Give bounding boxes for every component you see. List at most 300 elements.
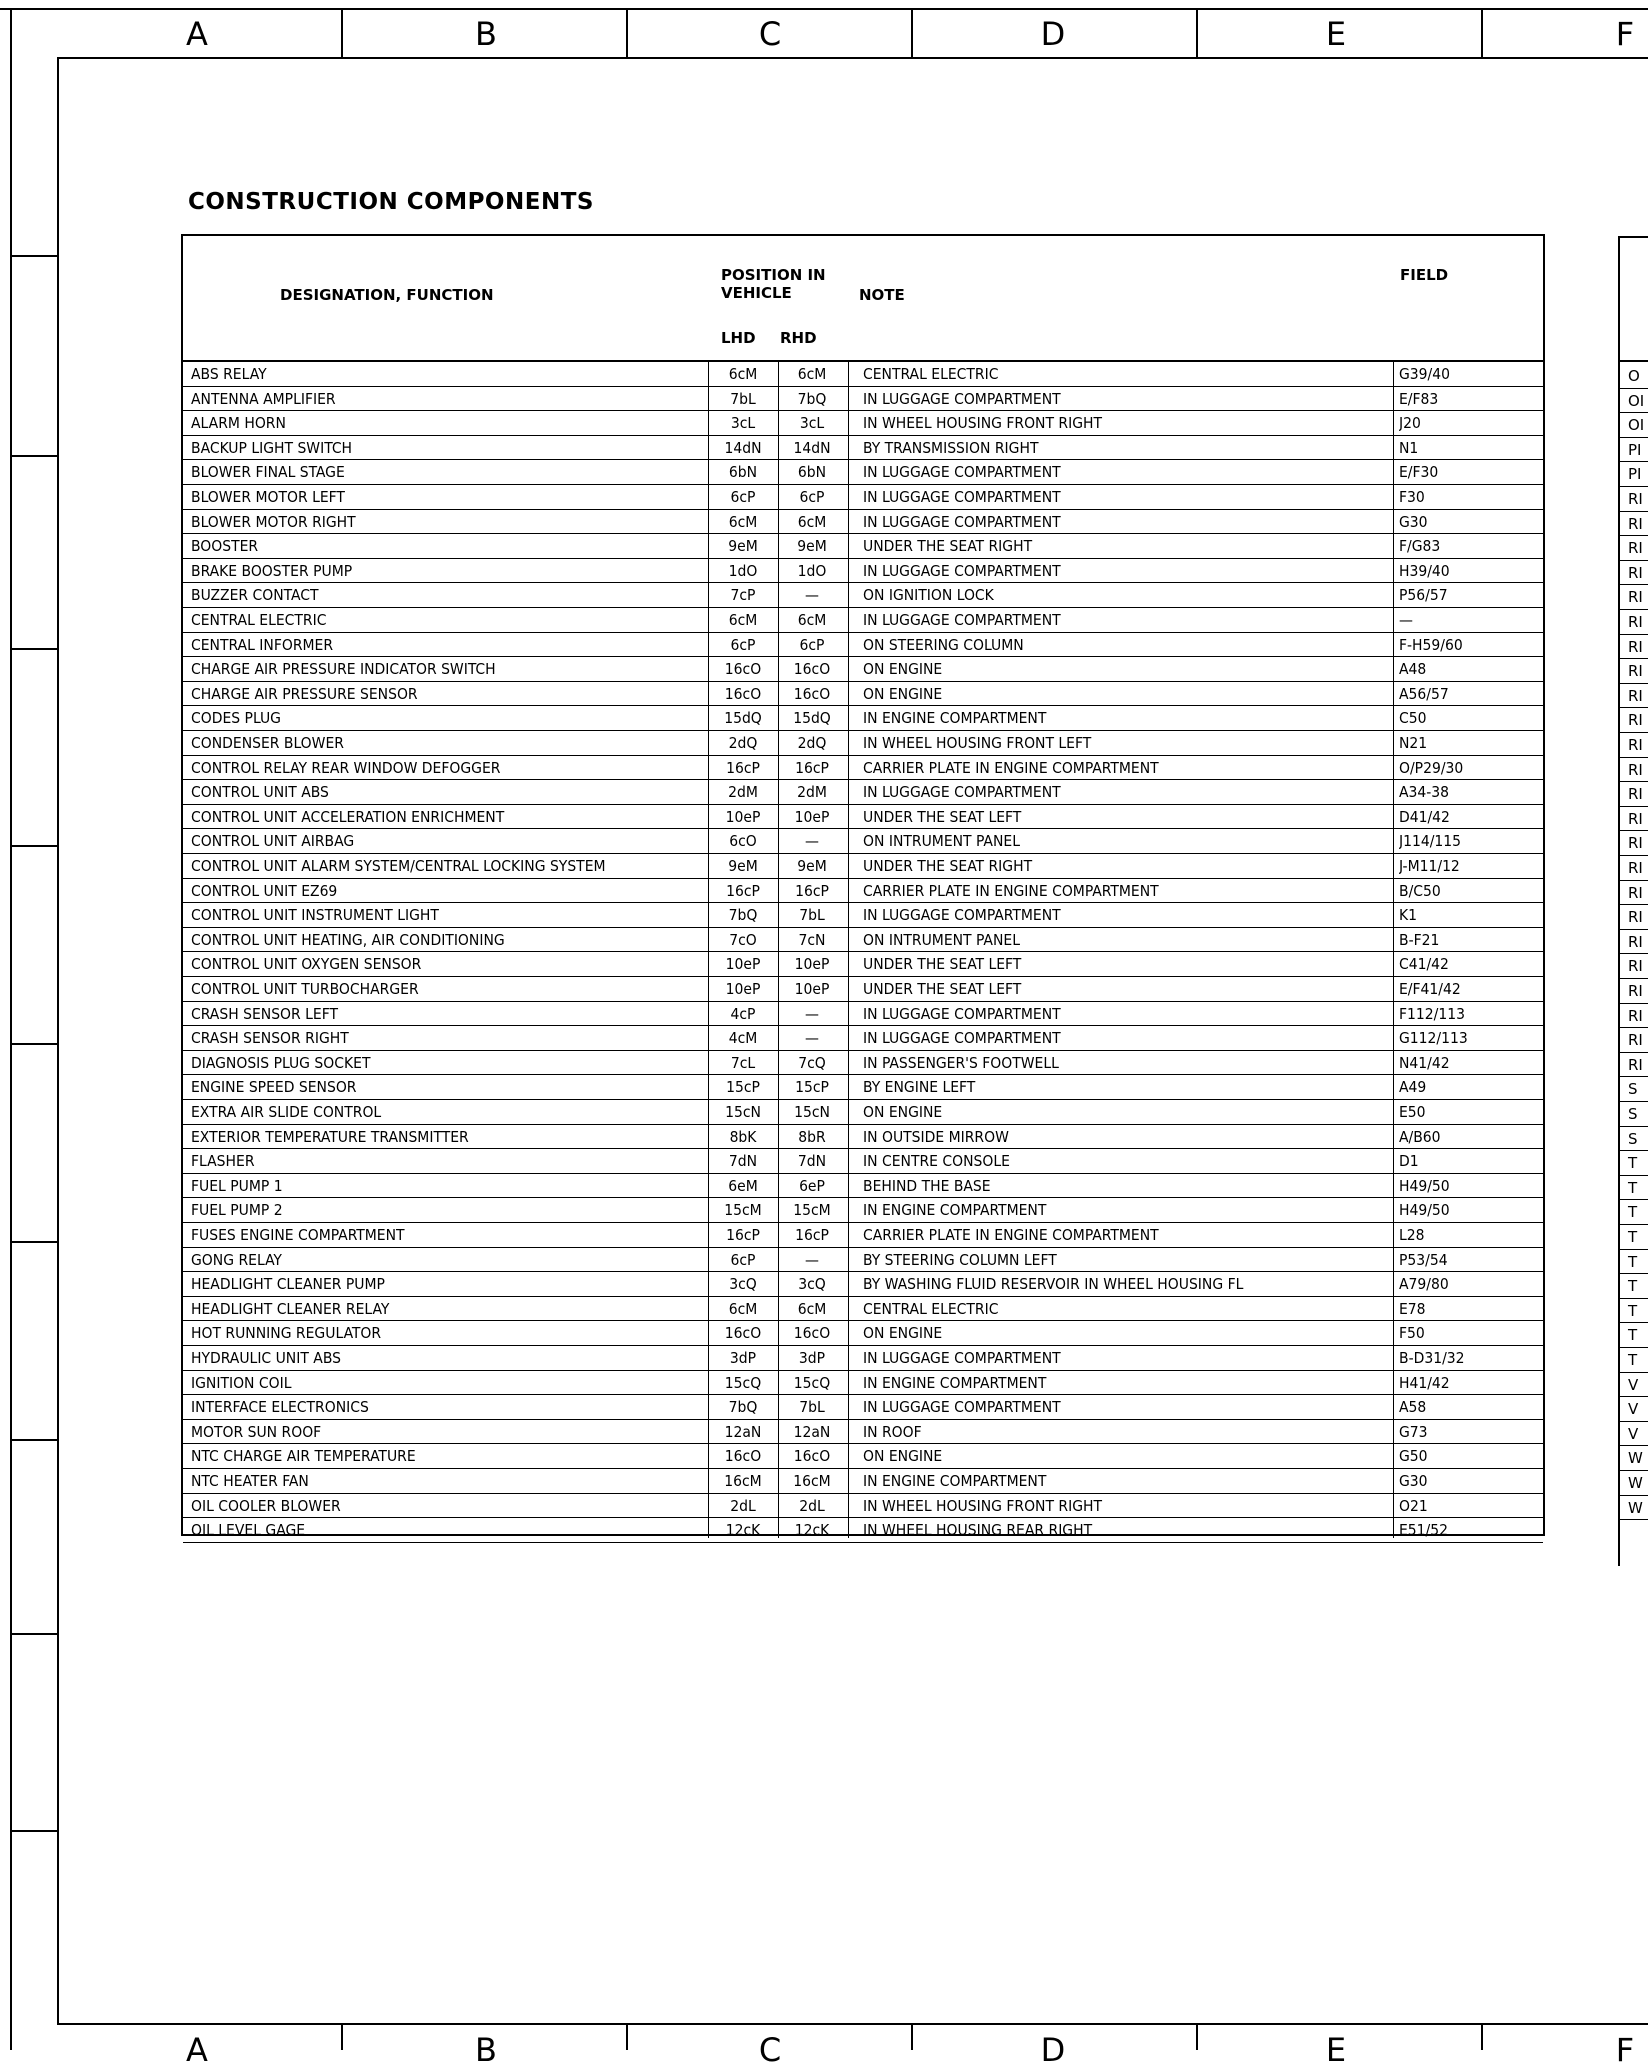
cell-lhd: 16cO <box>724 1447 762 1466</box>
margin-tick <box>10 648 57 650</box>
header-lhd: LHD <box>721 329 756 347</box>
table-row <box>183 1371 1543 1396</box>
table-row <box>183 460 1543 485</box>
cell-lhd: 16cP <box>726 758 760 777</box>
column-letter-bottom: E <box>1325 2031 1347 2069</box>
cell-field: E50 <box>1399 1103 1426 1121</box>
cell-field: P53/54 <box>1399 1250 1448 1269</box>
cell-note: IN LUGGAGE COMPARTMENT <box>863 463 1061 482</box>
cell-rhd: 10eP <box>794 955 830 974</box>
cell-rhd: 16cP <box>795 881 829 900</box>
cell-designation: EXTERIOR TEMPERATURE TRANSMITTER <box>191 1127 469 1146</box>
cell-designation: CRASH SENSOR RIGHT <box>191 1029 349 1048</box>
cell-lhd: 7dN <box>728 1152 758 1171</box>
cell-note: IN ENGINE COMPARTMENT <box>863 1472 1047 1490</box>
cell-rhd: — <box>805 1029 819 1048</box>
margin-tick <box>10 1043 57 1045</box>
cell-lhd: 3dP <box>729 1349 757 1367</box>
table-row <box>183 1297 1543 1322</box>
cell-designation: CONTROL RELAY REAR WINDOW DEFOGGER <box>191 758 501 777</box>
cell-designation: BLOWER FINAL STAGE <box>191 463 345 482</box>
cell-note: UNDER THE SEAT LEFT <box>863 980 1022 998</box>
cell-note: IN LUGGAGE COMPARTMENT <box>863 561 1061 580</box>
cell-rhd: 7cN <box>798 930 826 949</box>
cell-note: IN ENGINE COMPARTMENT <box>863 1373 1047 1392</box>
column-divider-bottom <box>911 2025 913 2050</box>
cell-note: BY TRANSMISSION RIGHT <box>863 438 1039 457</box>
cell-note: ON ENGINE <box>863 1324 943 1343</box>
cell-designation: BLOWER MOTOR LEFT <box>191 488 345 506</box>
cell-note: IN ENGINE COMPARTMENT <box>863 709 1047 728</box>
cell-lhd: 6cP <box>730 488 756 506</box>
table-row <box>183 362 1543 387</box>
cell-lhd: 16cP <box>726 1226 760 1244</box>
cell-lhd: 4cM <box>728 1029 758 1048</box>
table-row <box>183 1248 1543 1273</box>
table-row <box>183 854 1543 879</box>
cell-field: E/F83 <box>1399 389 1439 408</box>
cell-rhd: 2dM <box>797 783 827 802</box>
margin-tick <box>10 1633 57 1635</box>
frame-top-inner-line <box>57 57 1648 59</box>
cell-note: IN LUGGAGE COMPARTMENT <box>863 1029 1061 1048</box>
cell-rhd: 6eP <box>799 1176 825 1195</box>
cell-rhd: 9eM <box>797 857 827 875</box>
column-divider <box>626 10 628 57</box>
cell-rhd: 16cO <box>793 660 831 679</box>
cell-note: UNDER THE SEAT LEFT <box>863 807 1022 826</box>
column-letter-top: A <box>186 15 208 53</box>
cell-note: ON ENGINE <box>863 1103 943 1121</box>
cell-designation: BRAKE BOOSTER PUMP <box>191 561 353 580</box>
cell-lhd: 15cP <box>726 1078 760 1097</box>
cell-rhd: 3cQ <box>798 1275 826 1294</box>
cell-designation: INTERFACE ELECTRONICS <box>191 1398 369 1417</box>
cell-lhd: 14dN <box>724 438 762 457</box>
stub-cell: RI <box>1628 982 1643 1000</box>
cell-rhd: 6cM <box>797 611 827 629</box>
cell-lhd: 6cM <box>728 1299 758 1318</box>
stub-cell: RI <box>1628 760 1643 779</box>
next-page-table-stub <box>1618 236 1648 1566</box>
cell-note: UNDER THE SEAT LEFT <box>863 955 1022 974</box>
table-column-line <box>708 360 709 1538</box>
cell-field: J-M11/12 <box>1399 857 1460 875</box>
cell-note: ON IGNITION LOCK <box>863 586 994 605</box>
cell-field: P56/57 <box>1399 586 1448 605</box>
column-divider <box>911 10 913 57</box>
stub-cell: T <box>1628 1277 1638 1296</box>
margin-tick <box>10 845 57 847</box>
cell-designation: BACKUP LIGHT SWITCH <box>191 438 353 457</box>
table-row <box>183 805 1543 830</box>
cell-rhd: 6cM <box>797 365 827 383</box>
cell-rhd: 12aN <box>793 1422 831 1441</box>
cell-field: N1 <box>1399 438 1419 457</box>
stub-cell: W <box>1628 1449 1643 1468</box>
cell-note: IN WHEEL HOUSING REAR RIGHT <box>863 1521 1093 1540</box>
column-divider <box>341 10 343 57</box>
cell-designation: CENTRAL ELECTRIC <box>191 611 327 629</box>
column-letter-top: F <box>1615 15 1635 53</box>
table-row <box>183 928 1543 953</box>
cell-field: A58 <box>1399 1398 1427 1417</box>
cell-rhd: 14dN <box>793 438 831 457</box>
stub-cell: RI <box>1628 883 1643 902</box>
header-position: POSITION IN VEHICLE <box>721 266 826 302</box>
cell-rhd: 10eP <box>794 980 830 998</box>
cell-rhd: 7dN <box>797 1152 827 1171</box>
cell-field: A48 <box>1399 660 1427 679</box>
cell-lhd: 7bL <box>730 389 756 408</box>
cell-lhd: 2dQ <box>728 734 758 752</box>
cell-designation: ALARM HORN <box>191 414 286 433</box>
cell-rhd: 3cL <box>799 414 825 433</box>
cell-designation: OIL LEVEL GAGE <box>191 1521 306 1540</box>
table-row <box>183 1075 1543 1100</box>
cell-field: H49/50 <box>1399 1201 1450 1220</box>
cell-rhd: 6cP <box>799 488 825 506</box>
cell-rhd: 15cQ <box>793 1373 831 1392</box>
cell-rhd: 7cQ <box>798 1053 826 1072</box>
table-row <box>183 731 1543 756</box>
stub-cell: O <box>1628 367 1640 385</box>
components-table <box>181 234 1545 1540</box>
cell-note: IN WHEEL HOUSING FRONT RIGHT <box>863 414 1103 433</box>
cell-rhd: 10eP <box>794 807 830 826</box>
cell-designation: EXTRA AIR SLIDE CONTROL <box>191 1103 382 1121</box>
cell-rhd: 15dQ <box>793 709 831 728</box>
cell-designation: FUEL PUMP 1 <box>191 1176 283 1195</box>
stub-cell: W <box>1628 1474 1643 1492</box>
cell-field: H39/40 <box>1399 561 1450 580</box>
cell-lhd: 9eM <box>728 857 758 875</box>
margin-tick <box>10 1439 57 1441</box>
cell-note: IN LUGGAGE COMPARTMENT <box>863 1004 1061 1023</box>
cell-lhd: 7bQ <box>728 1398 758 1417</box>
cell-designation: CONTROL UNIT HEATING, AIR CONDITIONING <box>191 930 505 949</box>
cell-designation: BLOWER MOTOR RIGHT <box>191 512 356 531</box>
table-row <box>183 1125 1543 1150</box>
cell-rhd: 6bN <box>797 463 827 482</box>
stub-cell: RI <box>1628 1055 1643 1074</box>
cell-lhd: 10eP <box>725 980 761 998</box>
stub-cell: T <box>1628 1203 1638 1222</box>
cell-lhd: 12cK <box>725 1521 761 1540</box>
stub-row-line <box>1620 1519 1648 1520</box>
table-row <box>183 436 1543 461</box>
cell-rhd: 7bL <box>799 1398 825 1417</box>
table-row <box>183 952 1543 977</box>
table-row <box>183 829 1543 854</box>
table-row <box>183 879 1543 904</box>
cell-lhd: 6cO <box>729 832 757 851</box>
cell-designation: CENTRAL INFORMER <box>191 635 334 654</box>
cell-lhd: 7bQ <box>728 906 758 925</box>
cell-note: IN LUGGAGE COMPARTMENT <box>863 1349 1061 1367</box>
column-divider-bottom <box>626 2025 628 2050</box>
cell-lhd: 8bK <box>729 1127 757 1146</box>
cell-designation: NTC CHARGE AIR TEMPERATURE <box>191 1447 416 1466</box>
column-divider-bottom <box>1196 2025 1198 2050</box>
cell-designation: IGNITION COIL <box>191 1373 292 1392</box>
cell-rhd: 15cP <box>795 1078 829 1097</box>
margin-tick <box>10 1241 57 1243</box>
stub-cell: RI <box>1628 859 1643 877</box>
cell-note: BY WASHING FLUID RESERVOIR IN WHEEL HOUSING FL <box>863 1275 1244 1294</box>
table-row <box>183 1469 1543 1494</box>
cell-designation: ABS RELAY <box>191 365 267 383</box>
table-row <box>183 1518 1543 1543</box>
stub-cell: T <box>1628 1178 1638 1197</box>
cell-note: ON INTRUMENT PANEL <box>863 832 1020 851</box>
stub-cell: T <box>1628 1154 1638 1173</box>
table-row <box>183 1420 1543 1445</box>
cell-field: A56/57 <box>1399 684 1449 703</box>
table-row <box>183 1198 1543 1223</box>
cell-lhd: 6eM <box>728 1176 758 1195</box>
cell-lhd: 4cP <box>730 1004 756 1023</box>
table-row <box>183 1346 1543 1371</box>
stub-cell: RI <box>1628 563 1643 582</box>
column-divider-bottom <box>1481 2025 1483 2050</box>
cell-rhd: 6cM <box>797 512 827 531</box>
cell-designation: CONTROL UNIT OXYGEN SENSOR <box>191 955 422 974</box>
cell-field: K1 <box>1399 906 1418 925</box>
table-row <box>183 534 1543 559</box>
column-letter-top: B <box>475 15 497 53</box>
cell-designation: OIL COOLER BLOWER <box>191 1496 341 1515</box>
cell-designation: CRASH SENSOR LEFT <box>191 1004 338 1023</box>
cell-lhd: 1dO <box>728 561 758 580</box>
cell-note: ON ENGINE <box>863 660 943 679</box>
cell-designation: NTC HEATER FAN <box>191 1472 309 1490</box>
header-field: FIELD <box>1400 266 1449 284</box>
cell-designation: CONTROL UNIT ALARM SYSTEM/CENTRAL LOCKING SYSTEM <box>191 857 606 875</box>
stub-cell: V <box>1628 1400 1639 1419</box>
cell-designation: FLASHER <box>191 1152 255 1171</box>
cell-designation: ANTENNA AMPLIFIER <box>191 389 336 408</box>
cell-rhd: 2dQ <box>797 734 827 752</box>
stub-cell: RI <box>1628 662 1643 681</box>
cell-note: CARRIER PLATE IN ENGINE COMPARTMENT <box>863 758 1159 777</box>
cell-field: E51/52 <box>1399 1521 1448 1540</box>
cell-note: IN LUGGAGE COMPARTMENT <box>863 512 1061 531</box>
cell-field: D1 <box>1399 1152 1419 1171</box>
table-row <box>183 780 1543 805</box>
stub-cell: T <box>1628 1228 1638 1246</box>
cell-rhd: 12cK <box>794 1521 830 1540</box>
stub-cell: W <box>1628 1498 1643 1517</box>
stub-cell: T <box>1628 1351 1638 1369</box>
table-row <box>183 657 1543 682</box>
cell-note: IN OUTSIDE MIRROW <box>863 1127 1009 1146</box>
cell-designation: HOT RUNNING REGULATOR <box>191 1324 382 1343</box>
cell-rhd: 3dP <box>798 1349 826 1367</box>
cell-lhd: 3cQ <box>729 1275 757 1294</box>
stub-cell: RI <box>1628 736 1643 754</box>
column-divider <box>1481 10 1483 57</box>
cell-field: F30 <box>1399 488 1425 506</box>
cell-note: BY ENGINE LEFT <box>863 1078 976 1097</box>
cell-note: ON ENGINE <box>863 1447 943 1466</box>
stub-cell: RI <box>1628 1006 1643 1025</box>
cell-rhd: 2dL <box>799 1496 825 1515</box>
stub-cell: RI <box>1628 711 1643 730</box>
stub-cell: RI <box>1628 686 1643 705</box>
cell-field: H41/42 <box>1399 1373 1450 1392</box>
table-row <box>183 903 1543 928</box>
cell-designation: BUZZER CONTACT <box>191 586 319 605</box>
cell-note: IN PASSENGER'S FOOTWELL <box>863 1053 1059 1072</box>
table-row <box>183 682 1543 707</box>
cell-designation: CODES PLUG <box>191 709 281 728</box>
stub-cell: T <box>1628 1301 1638 1320</box>
cell-lhd: 2dM <box>728 783 758 802</box>
table-column-line <box>848 360 849 1538</box>
column-letter-top: D <box>1040 15 1066 53</box>
cell-designation: HYDRAULIC UNIT ABS <box>191 1349 341 1367</box>
cell-note: IN CENTRE CONSOLE <box>863 1152 1010 1171</box>
header-rhd: RHD <box>780 329 817 347</box>
stub-cell: OI <box>1628 391 1645 410</box>
table-row <box>183 1223 1543 1248</box>
cell-field: B-D31/32 <box>1399 1349 1465 1367</box>
cell-rhd: 16cO <box>793 1447 831 1466</box>
cell-lhd: 6cM <box>728 512 758 531</box>
header-note: NOTE <box>859 286 905 304</box>
cell-note: IN LUGGAGE COMPARTMENT <box>863 488 1061 506</box>
table-row <box>183 608 1543 633</box>
cell-note: IN WHEEL HOUSING FRONT RIGHT <box>863 1496 1103 1515</box>
cell-field: E78 <box>1399 1299 1426 1318</box>
cell-field: A79/80 <box>1399 1275 1449 1294</box>
cell-note: BEHIND THE BASE <box>863 1176 991 1195</box>
cell-lhd: 15dQ <box>724 709 762 728</box>
table-row <box>183 1100 1543 1125</box>
table-column-line <box>1393 360 1394 1538</box>
table-row <box>183 1149 1543 1174</box>
cell-lhd: 3cL <box>730 414 756 433</box>
table-row <box>183 387 1543 412</box>
cell-rhd: 6cP <box>799 635 825 654</box>
cell-note: ON STEERING COLUMN <box>863 635 1024 654</box>
stub-cell: RI <box>1628 539 1643 558</box>
table-row <box>183 411 1543 436</box>
cell-rhd: 8bR <box>798 1127 826 1146</box>
table-row <box>183 977 1543 1002</box>
cell-note: IN LUGGAGE COMPARTMENT <box>863 906 1061 925</box>
cell-field: C41/42 <box>1399 955 1449 974</box>
stub-cell: S <box>1628 1129 1638 1148</box>
cell-rhd: 16cM <box>793 1472 831 1490</box>
table-row <box>183 1174 1543 1199</box>
cell-rhd: 6cM <box>797 1299 827 1318</box>
cell-designation: HEADLIGHT CLEANER RELAY <box>191 1299 390 1318</box>
cell-field: C50 <box>1399 709 1427 728</box>
stub-cell: RI <box>1628 490 1643 508</box>
cell-designation: DIAGNOSIS PLUG SOCKET <box>191 1053 371 1072</box>
cell-lhd: 7cP <box>730 586 756 605</box>
cell-field: G30 <box>1399 1472 1428 1490</box>
table-row <box>183 1494 1543 1519</box>
cell-field: J20 <box>1399 414 1421 433</box>
stub-cell: T <box>1628 1326 1638 1345</box>
frame-bottom-inner-line <box>57 2023 1648 2025</box>
cell-note: CARRIER PLATE IN ENGINE COMPARTMENT <box>863 1226 1159 1244</box>
cell-note: IN ENGINE COMPARTMENT <box>863 1201 1047 1220</box>
column-letter-bottom: B <box>475 2031 497 2069</box>
stub-header-line <box>1620 360 1648 362</box>
stub-cell: PI <box>1628 465 1642 484</box>
margin-tick <box>10 255 57 257</box>
cell-note: UNDER THE SEAT RIGHT <box>863 857 1033 875</box>
cell-designation: CONTROL UNIT INSTRUMENT LIGHT <box>191 906 439 925</box>
cell-field: A/B60 <box>1399 1127 1441 1146</box>
table-row <box>183 1321 1543 1346</box>
cell-note: IN ROOF <box>863 1422 922 1441</box>
cell-rhd: 16cP <box>795 758 829 777</box>
cell-field: O/P29/30 <box>1399 758 1464 777</box>
column-letter-top: C <box>758 15 782 53</box>
stub-cell: V <box>1628 1375 1639 1394</box>
cell-lhd: 15cQ <box>724 1373 762 1392</box>
cell-note: CENTRAL ELECTRIC <box>863 365 999 383</box>
cell-note: IN LUGGAGE COMPARTMENT <box>863 389 1061 408</box>
cell-designation: MOTOR SUN ROOF <box>191 1422 322 1441</box>
cell-lhd: 10eP <box>725 955 761 974</box>
cell-designation: CHARGE AIR PRESSURE SENSOR <box>191 684 418 703</box>
cell-designation: GONG RELAY <box>191 1250 282 1269</box>
cell-rhd: 1dO <box>797 561 827 580</box>
cell-rhd: — <box>805 1250 819 1269</box>
cell-field: E/F41/42 <box>1399 980 1461 998</box>
cell-note: ON ENGINE <box>863 684 943 703</box>
frame-left-inner-line <box>57 57 59 2023</box>
cell-rhd: 7bQ <box>797 389 827 408</box>
table-row <box>183 1051 1543 1076</box>
table-row <box>183 1395 1543 1420</box>
cell-note: IN LUGGAGE COMPARTMENT <box>863 611 1061 629</box>
cell-field: F112/113 <box>1399 1004 1465 1023</box>
cell-lhd: 6cP <box>730 1250 756 1269</box>
cell-rhd: 7bL <box>799 906 825 925</box>
cell-field: O21 <box>1399 1496 1428 1515</box>
table-row <box>183 583 1543 608</box>
cell-designation: CONTROL UNIT ABS <box>191 783 329 802</box>
cell-field: F/G83 <box>1399 537 1441 556</box>
page-title: CONSTRUCTION COMPONENTS <box>188 189 594 215</box>
stub-cell: RI <box>1628 834 1643 853</box>
cell-designation: CONTROL UNIT AIRBAG <box>191 832 355 851</box>
cell-field: A34-38 <box>1399 783 1450 802</box>
stub-cell: V <box>1628 1424 1639 1443</box>
row-divider <box>183 1542 1543 1543</box>
cell-lhd: 15cN <box>725 1103 761 1121</box>
cell-lhd: 16cO <box>724 1324 762 1343</box>
cell-field: B-F21 <box>1399 930 1440 949</box>
cell-note: CENTRAL ELECTRIC <box>863 1299 999 1318</box>
cell-field: B/C50 <box>1399 881 1441 900</box>
table-row <box>183 706 1543 731</box>
table-row <box>183 510 1543 535</box>
cell-lhd: 16cO <box>724 684 762 703</box>
table-row <box>183 1272 1543 1297</box>
cell-designation: BOOSTER <box>191 537 259 556</box>
cell-lhd: 2dL <box>730 1496 756 1515</box>
cell-designation: CHARGE AIR PRESSURE INDICATOR SWITCH <box>191 660 496 679</box>
cell-rhd: 16cO <box>793 684 831 703</box>
